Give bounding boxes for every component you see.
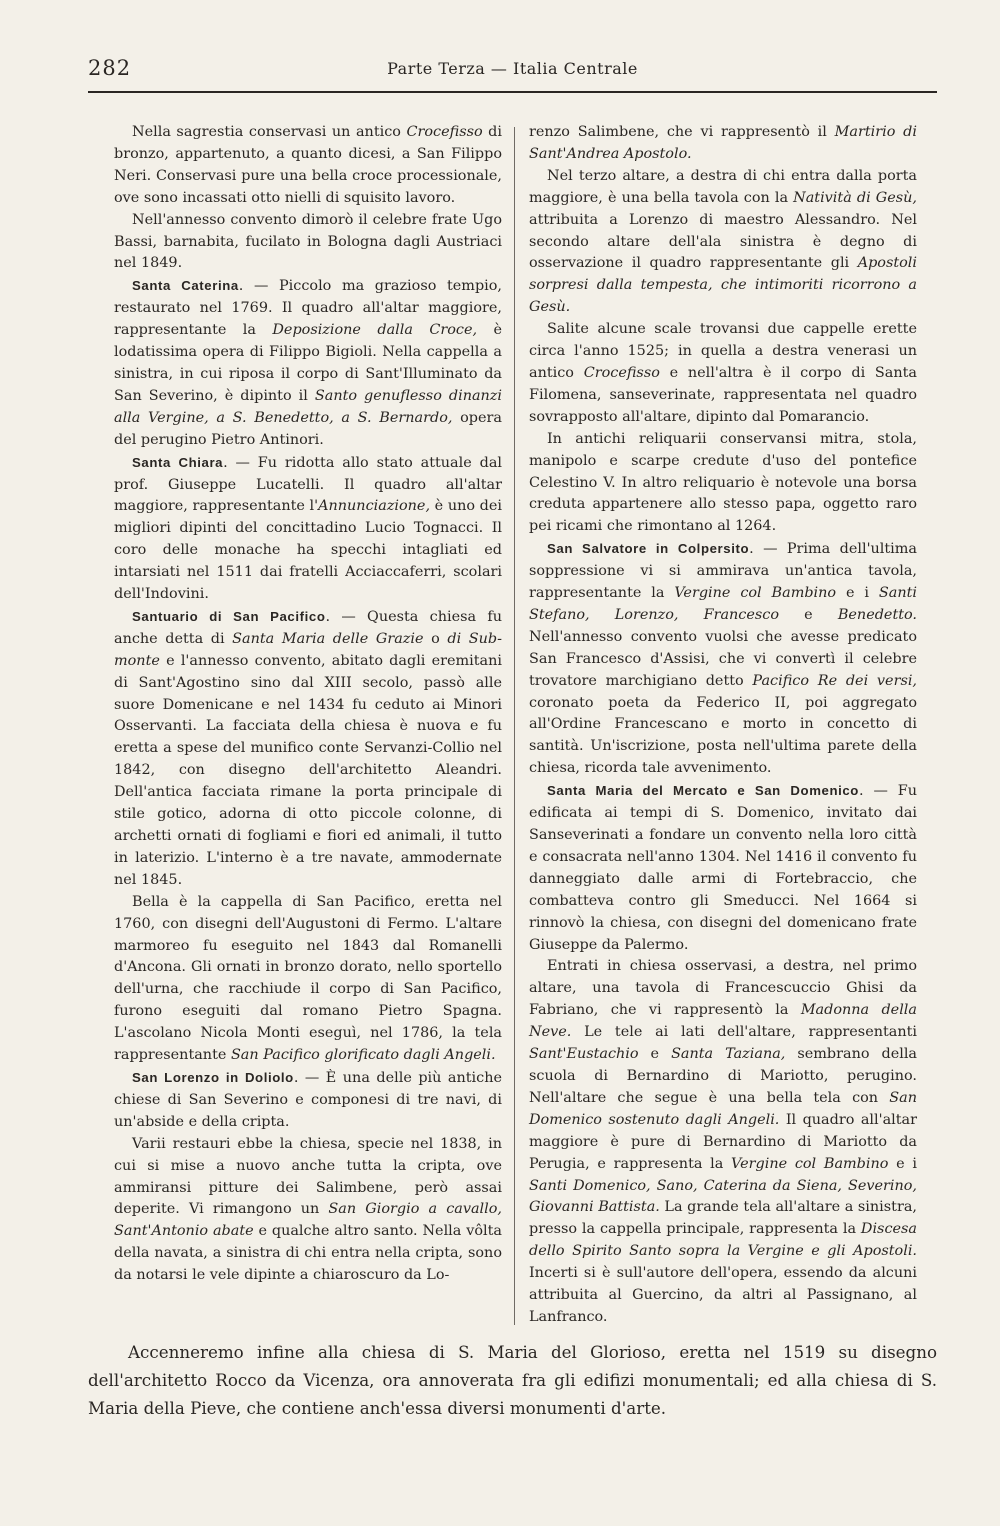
closing-text: Accenneremo infine alla chiesa di S. Maria del Glorioso, eretta nel 1519 su disegno dell'architetto Rocco da Vicenza, ora annoverata fra gli edifizi monumentali; ed alla chiesa di S. Maria della Pieve, che contiene anch'essa diversi monumenti d'arte. [88,1342,937,1418]
paragraph: Salite alcune scale trovansi due cappelle erette circa l'anno 1525; in quella a destra venerasi un antico Crocefisso e nell'altra è il corpo di Santa Filomena, sanseverinate, rappresentata nel quadro sovrapposto all'altare, dipinto dal Pomarancio. [529,321,917,425]
paragraph: Entrati in chiesa osservasi, a destra, nel primo altare, una tavola di Francescuccio Ghisi da Fabriano, che vi rappresentò la Madonna della Neve. Le tele ai lati dell'altare, rappresentanti Sant'Eustachio e Santa Taziana, sembrano della scuola di Bernardino di Mariotto, perugino. Nell'altare che segue è una bella tela con San Domenico sostenuto dagli Angeli. Il quadro all'altar maggiore è pure di Bernardino di Mariotto da Perugia, e rappresenta la Vergine col Bambino e i Santi Domenico, Sano, Caterina da Siena, Severino, Giovanni Battista. La grande tela all'altare a sinistra, presso la cappella principale, rappresenta la Discesa dello Spirito Santo sopra la Vergine e gli Apostoli. Incerti si è sull'autore dell'opera, essendo da alcuni attribuita al Guercino, da altri al Passignano, al Lanfranco. [529,958,918,1325]
page-header [88,56,937,86]
header-rule [88,91,937,93]
paragraph: Nel terzo altare, a destra di chi entra dalla porta maggiore, è una bella tavola con la Natività di Gesù, attribuita a Lorenzo di maestro Alessandro. Nel secondo altare dell'ala sinistra è degno di osservazione il quadro rappresentante gli Apostoli sorpresi dalla tempesta, che intimoriti ricorrono a Gesù. [529,167,917,316]
entry-santuario-san-pacifico: Santuario di San Pacifico. — Questa chiesa fu anche detta di Santa Maria delle Grazie o di Sub-monte e l'annesso convento, abitato dagli eremitani di Sant'Agostino sino dal XIII secolo, passò alle suore Domenicane e nel 1434 fu ceduto ai Minori Osservanti. La facciata della chiesa è nuova e fu eretta a spese del munifico conte Servanzi-Collio nel 1842, con disegno dell'architetto Aleandri. Dell'antica facciata rimane la porta principale di stile gotico, adorna di otto piccole colonne, di archetti ornati di fogliami e fiori ed animali, il tutto in laterizio. L'interno è a tre navate, ammodernate nel 1845. [114,608,502,888]
paragraph: Varii restauri ebbe la chiesa, specie nel 1838, in cui si mise a nuovo anche tutta la cripta, ove ammiransi pitture dei Salimbene, però assai deperite. Vi rimangono un San Giorgio a cavallo, Sant'Antonio abate e qualche altro santo. Nella vôlta della navata, a sinistra di chi entra nella cripta, sono da notarsi le vele dipinte a chiaroscuro da Lo- [114,1135,503,1284]
entry-title: Santa Maria del Mercato e San Domenico [547,783,859,799]
closing-paragraph [88,1338,937,1422]
entry-santa-chiara: Santa Chiara. — Fu ridotta allo stato attuale dal prof. Giuseppe Lucatelli. Il quadro all'altar maggiore, rappresentante l'Annunciazione, è uno dei migliori dipinti del concittadino Lucio Tognacci. Il coro delle monache ha specchi intagliati ed intarsiati nel 1511 dai fratelli Acciaccaferri, scolari dell'Indovini. [114,454,502,603]
page-number: 282 [88,56,132,80]
entry-title: Santuario di San Pacifico [132,608,326,624]
entry-title: San Salvatore in Colpersito [547,541,750,557]
running-head: Parte Terza — Italia Centrale [387,59,638,78]
column-divider [514,127,515,1325]
paragraph: In antichi reliquarii conservansi mitra, stola, manipolo e scarpe credute d'uso del pontefice Celestino V. In altro reliquario è notevole una borsa creduta appartenere allo stesso papa, oggetto raro pei ricami che rimontano al 1264. [529,430,917,535]
entry-san-lorenzo-in-doliolo: San Lorenzo in Doliolo. — È una delle più antiche chiese di San Severino e componesi di tre navi, di un'abside e della cripta. [114,1069,502,1130]
entry-santa-maria-del-mercato: Santa Maria del Mercato e San Domenico. — Fu edificata ai tempi di S. Domenico, invitato dai Sanseverinati a fondare un convento nella loro città e consacrata nell'anno 1304. Nel 1416 il convento fu danneggiato dalle armi di Fortebraccio, che combatteva contro gli Smeducci. Nel 1664 si rinnovò la chiesa, con disegni del domenicano frate Giuseppe da Palermo. [529,783,917,953]
entry-santa-caterina: Santa Caterina. — Piccolo ma grazioso tempio, restaurato nel 1769. Il quadro all'altar maggiore, rappresentante la Deposizione dalla Croce, è lodatissima opera di Filippo Bigioli. Nella cappella a sinistra, in cui riposa il corpo di Sant'Illuminato da San Severino, è dipinto il Santo genuflesso dinanzi alla Vergine, a S. Benedetto, a S. Bernardo, opera del perugino Pietro Antinori. [114,278,502,448]
paragraph: renzo Salimbene, che vi rappresentò il Martirio di Sant'Andrea Apostolo. [529,124,917,162]
entry-san-salvatore-in-colpersito: San Salvatore in Colpersito. — Prima dell'ultima soppressione vi si ammirava un'antica tavola, rappresentante la Vergine col Bambino e i Santi Stefano, Lorenzo, Francesco e Benedetto. Nell'annesso convento vuolsi che avesse predicato San Francesco d'Assisi, che vi convertì il celebre trovatore marchigiano detto Pacifico Re dei versi, coronato poeta da Federico II, poi aggregato all'Ordine Francescano e morto in concetto di santità. Un'iscrizione, posta nell'ultima parete della chiesa, ricorda tale avvenimento. [529,541,918,777]
paragraph: Nella sagrestia conservasi un antico Crocefisso di bronzo, appartenuto, a quanto dicesi, a San Filippo Neri. Conservasi pure una bella croce processionale, ove sono incassati otto nielli di squisito lavoro. [114,124,502,206]
right-column [529,122,917,1329]
paragraph: Bella è la cappella di San Pacifico, eretta nel 1760, con disegni dell'Augustoni di Fermo. L'altare marmoreo fu eseguito nel 1843 dal Romanelli d'Ancona. Gli ornati in bronzo dorato, nello sportello dell'urna, che racchiude il corpo di San Pacifico, furono eseguiti dal romano Pietro Spagna. L'ascolano Nicola Monti eseguì, nel 1786, la tela rappresentante San Pacifico glorificato dagli Angeli. [114,893,502,1064]
entry-title: San Lorenzo in Doliolo [132,1069,294,1085]
entry-title: Santa Caterina [132,278,239,294]
paragraph: Nell'annesso convento dimorò il celebre frate Ugo Bassi, barnabita, fucilato in Bologna dagli Austriaci nel 1849. [114,211,502,272]
left-column [114,122,502,1287]
entry-title: Santa Chiara [132,454,224,470]
